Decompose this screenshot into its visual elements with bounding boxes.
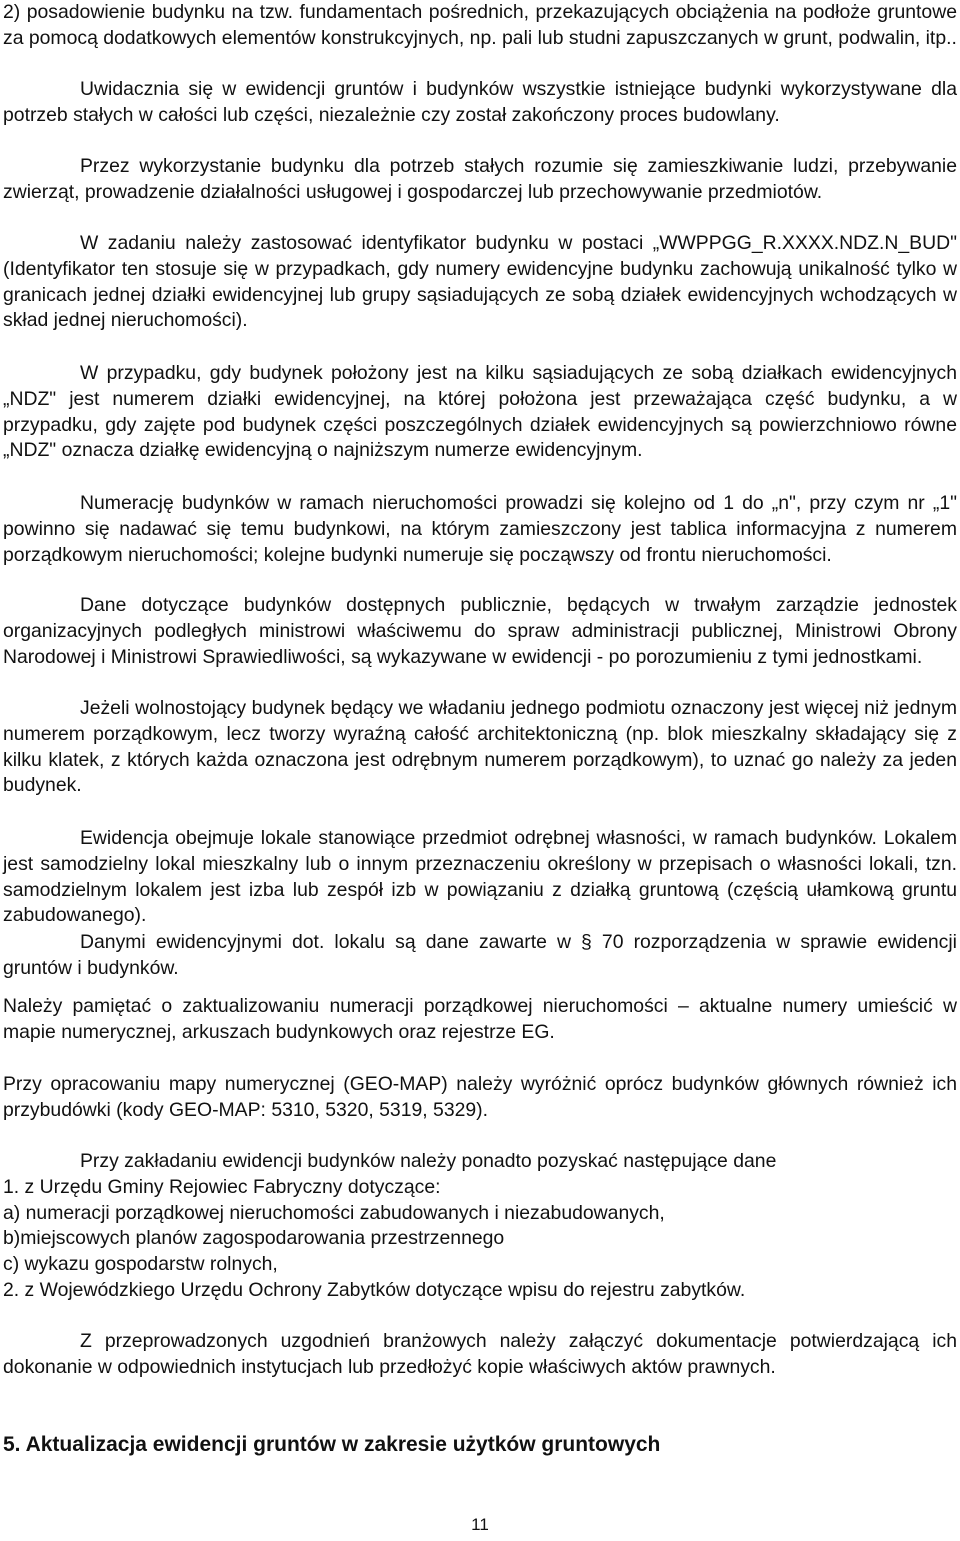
- page-number: 11: [471, 1515, 489, 1534]
- list-item-local-plans: b)miejscowych planów zagospodarowania przestrzennego: [3, 1227, 505, 1249]
- list-item-monuments: 2. z Wojewódzkiego Urzędu Ochrony Zabytków dotyczące wpisu do rejestru zabytków.: [3, 1279, 746, 1301]
- paragraph-premises-data: Danymi ewidencyjnymi dot. lokalu są dane zawarte w § 70 rozporządzenia w sprawie ewidencji gruntów i budynków.: [3, 931, 957, 979]
- paragraph-public-buildings: Dane dotyczące budynków dostępnych publicznie, będących w trwałym zarządzie jednostek organizacyjnych podległych ministrowi właściwemu do spraw administracji publicznej, Ministrowi Obrony Narodowej i Ministrowi Sprawiedliwości, są wykazywane w ewidencji - po porozumieniu z tymi jednostkami.: [3, 594, 957, 668]
- paragraph-building-identifier: W zadaniu należy zastosować identyfikator budynku w postaci „WWPPGG_R.XXXX.NDZ.N_BUD" (Identyfikator ten stosuje się w przypadkach, gdy numery ewidencyjne budynku zachowują unikalność tylko w granicach jednej działki ewidencyjnej lub grupy sąsiadujących ze sobą działek ewidencyjnych wchodzących w skład jednej nieruchomości).: [3, 232, 957, 332]
- paragraph-multiple-parcels: W przypadku, gdy budynek położony jest na kilku sąsiadujących ze sobą działkach ewidencyjnych „NDZ" jest numerem działki ewidencyjnej, na której położona jest przeważająca część budynku, a w przypadku, gdy zajęte pod budynek części poszczególnych działek ewidencyjnych są powierzchniowo równe „NDZ" oznacza działkę ewidencyjną o najniższym numerze ewidencyjnym.: [3, 362, 957, 462]
- list-item-foundation: 2) posadowienie budynku na tzw. fundamentach pośrednich, przekazujących obciążenia na podłoże gruntowe za pomocą dodatkowych elementów konstrukcyjnych, np. pali lub studni zapuszczanych w grunt, podwalin, itp..: [3, 1, 957, 49]
- paragraph-additional-data-intro: Przy zakładaniu ewidencji budynków należy ponadto pozyskać następujące dane: [80, 1150, 777, 1172]
- paragraph-geo-map: Przy opracowaniu mapy numerycznej (GEO-MAP) należy wyróżnić oprócz budynków głównych również ich przybudówki (kody GEO-MAP: 5310, 5320, 5319, 5329).: [3, 1073, 957, 1121]
- section-heading: 5. Aktualizacja ewidencji gruntów w zakresie użytków gruntowych: [3, 1433, 661, 1456]
- paragraph-existing-buildings: Uwidacznia się w ewidencji gruntów i budynków wszystkie istniejące budynki wykorzystywane dla potrzeb stałych w całości lub części, niezależnie czy został zakończony proces budowlany.: [3, 78, 957, 126]
- paragraph-premises: Ewidencja obejmuje lokale stanowiące przedmiot odrębnej własności, w ramach budynków. Lokalem jest samodzielny lokal mieszkalny lub o innym przeznaczeniu określony w przepisach o własności lokali, tzn. samodzielnym lokalem jest izba lub zespół izb w powiązaniu z działką gruntową (częścią ułamkową gruntu zabudowanego).: [3, 827, 957, 927]
- paragraph-numbering: Numerację budynków w ramach nieruchomości prowadzi się kolejno od 1 do „n", przy czym nr „1" powinno się nadawać się temu budynkowi, na którym zamieszczony jest tablica informacyjna z numerem porządkowym nieruchomości; kolejne budynki numeruje się począwszy od frontu nieruchomości.: [3, 492, 957, 566]
- paragraph-agreements: Z przeprowadzonych uzgodnień branżowych należy załączyć dokumentacje potwierdzającą ich dokonanie w odpowiednich instytucjach lub przedłożyć kopie właściwych aktów prawnych.: [3, 1330, 957, 1378]
- paragraph-permanent-use: Przez wykorzystanie budynku dla potrzeb stałych rozumie się zamieszkiwanie ludzi, przebywanie zwierząt, prowadzenie działalności usługowej i gospodarczej lub przechowywanie przedmiotów.: [3, 155, 957, 203]
- list-item-municipality: 1. z Urzędu Gminy Rejowiec Fabryczny dotyczące:: [3, 1176, 441, 1198]
- list-item-numbering: a) numeracji porządkowej nieruchomości zabudowanych i niezabudowanych,: [3, 1202, 665, 1224]
- paragraph-single-building: Jeżeli wolnostojący budynek będący we władaniu jednego podmiotu oznaczony jest więcej niż jednym numerem porządkowym, lecz tworzy wyraźną całość architektoniczną (np. blok mieszkalny składający się z kilku klatek, z których każda oznaczona jest odrębnym numerem porządkowym), to uznać go należy za jeden budynek.: [3, 697, 957, 797]
- paragraph-numbering-update: Należy pamiętać o zaktualizowaniu numeracji porządkowej nieruchomości – aktualne numery umieścić w mapie numerycznej, arkuszach budynkowych oraz rejestrze EG.: [3, 995, 957, 1043]
- list-item-farms: c) wykazu gospodarstw rolnych,: [3, 1253, 278, 1275]
